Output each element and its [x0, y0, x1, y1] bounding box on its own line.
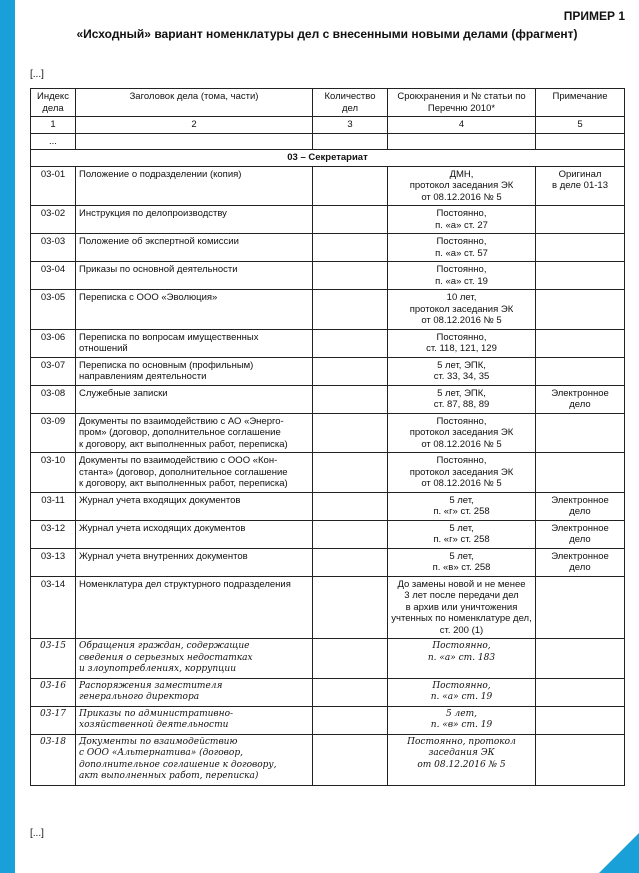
row-title: Приказы по основной деятельности: [76, 262, 313, 290]
table-header-row: [31, 89, 625, 117]
column-number: 4: [388, 117, 536, 134]
row-note: [536, 357, 625, 385]
row-index: 03-16: [31, 678, 76, 706]
section-row: [31, 150, 625, 167]
row-index: 03-08: [31, 385, 76, 413]
row-count: [313, 706, 388, 734]
row-term: 5 лет, п. «г» ст. 258: [388, 492, 536, 520]
row-term: Постоянно, протокол заседания ЭК от 08.12.2016 № 5: [388, 413, 536, 453]
row-count: [313, 234, 388, 262]
row-title: Распоряжения заместителя генерального директора: [76, 678, 313, 706]
row-count: [313, 548, 388, 576]
table-row: [31, 385, 625, 413]
column-header-title: Заголовок дела (тома, части): [76, 89, 313, 117]
ellipsis-top: [...]: [30, 69, 44, 80]
table-row: [31, 234, 625, 262]
page-corner-fold: [599, 833, 639, 873]
row-index: 03-14: [31, 576, 76, 639]
row-count: [313, 206, 388, 234]
table-row: [31, 206, 625, 234]
row-count: [313, 262, 388, 290]
row-note: Электронное дело: [536, 520, 625, 548]
row-term: Постоянно, п. «а» ст. 19: [388, 678, 536, 706]
column-numbers-row: [31, 117, 625, 134]
table-row: [31, 262, 625, 290]
row-term: Постоянно, п. «а» ст. 27: [388, 206, 536, 234]
row-count: [313, 329, 388, 357]
column-number: 1: [31, 117, 76, 134]
row-index: 03-12: [31, 520, 76, 548]
row-note: [536, 234, 625, 262]
row-count: [313, 453, 388, 493]
table-row: [31, 453, 625, 493]
document-page: [15, 0, 639, 873]
row-term: Постоянно, протокол заседания ЭК от 08.12.2016 № 5: [388, 734, 536, 785]
row-index: 03-05: [31, 290, 76, 330]
row-note: [536, 453, 625, 493]
row-title: Инструкция по делопроизводству: [76, 206, 313, 234]
column-header-term: Срокхранения и № статьи по Перечню 2010*: [388, 89, 536, 117]
row-index: 03-03: [31, 234, 76, 262]
row-term: Постоянно, ст. 118, 121, 129: [388, 329, 536, 357]
row-note: [536, 678, 625, 706]
row-count: [313, 678, 388, 706]
row-term: 5 лет, ЭПК, ст. 33, 34, 35: [388, 357, 536, 385]
row-note: Оригинал в деле 01-13: [536, 166, 625, 206]
row-note: [536, 734, 625, 785]
row-title: Журнал учета входящих документов: [76, 492, 313, 520]
table-row: [31, 290, 625, 330]
column-header-index: Индекс дела: [31, 89, 76, 117]
row-term: До замены новой и не менее 3 лет после передачи дел в архив или уничтожения учтенных по номенклатуре дел, ст. 200 (1): [388, 576, 536, 639]
row-note: [536, 706, 625, 734]
row-note: Электронное дело: [536, 385, 625, 413]
row-count: [313, 166, 388, 206]
row-title: Служебные записки: [76, 385, 313, 413]
row-index: 03-06: [31, 329, 76, 357]
row-note: [536, 413, 625, 453]
row-count: [313, 290, 388, 330]
table-row: [31, 329, 625, 357]
row-note: [536, 576, 625, 639]
row-index: 03-17: [31, 706, 76, 734]
row-term: Постоянно, п. «а» ст. 19: [388, 262, 536, 290]
row-term: Постоянно, п. «а» ст. 57: [388, 234, 536, 262]
row-title: Номенклатура дел структурного подразделения: [76, 576, 313, 639]
table-row: [31, 639, 625, 679]
nomenclature-table: [30, 88, 625, 786]
row-title: Журнал учета внутренних документов: [76, 548, 313, 576]
row-note: [536, 206, 625, 234]
row-title: Положение о подразделении (копия): [76, 166, 313, 206]
row-note: Электронное дело: [536, 492, 625, 520]
row-title: Журнал учета исходящих документов: [76, 520, 313, 548]
row-count: [313, 492, 388, 520]
row-term: 5 лет, п. «г» ст. 258: [388, 520, 536, 548]
row-note: [536, 290, 625, 330]
row-index: 03-07: [31, 357, 76, 385]
row-note: [536, 639, 625, 679]
row-term: ДМН, протокол заседания ЭК от 08.12.2016 № 5: [388, 166, 536, 206]
table-row: [31, 548, 625, 576]
table-body: [31, 166, 625, 785]
row-index: 03-09: [31, 413, 76, 453]
table-row: [31, 413, 625, 453]
row-count: [313, 357, 388, 385]
row-index: 03-15: [31, 639, 76, 679]
row-count: [313, 639, 388, 679]
table-row: [31, 166, 625, 206]
table-row: [31, 520, 625, 548]
column-number: 2: [76, 117, 313, 134]
row-title: Переписка по основным (профильным) направлениям деятельности: [76, 357, 313, 385]
table-row: [31, 706, 625, 734]
row-note: [536, 262, 625, 290]
row-count: [313, 734, 388, 785]
row-title: Документы по взаимодействию с ООО «Альтернатива» (договор, дополнительное соглашение к договору, акт выполненных работ, переписка): [76, 734, 313, 785]
row-title: Положение об экспертной комиссии: [76, 234, 313, 262]
row-term: 5 лет, ЭПК, ст. 87, 88, 89: [388, 385, 536, 413]
row-title: Приказы по административно- хозяйственной деятельности: [76, 706, 313, 734]
gap-row: [31, 133, 625, 150]
column-number: 3: [313, 117, 388, 134]
row-title: Переписка с ООО «Эволюция»: [76, 290, 313, 330]
row-note: Электронное дело: [536, 548, 625, 576]
row-note: [536, 329, 625, 357]
row-title: Обращения граждан, содержащие сведения о серьезных недостатках и злоупотреблениях, коррупции: [76, 639, 313, 679]
document-title: «Исходный» вариант номенклатуры дел с внесенными новыми делами (фрагмент): [76, 27, 578, 41]
table-row: [31, 492, 625, 520]
ellipsis-bottom: [...]: [30, 828, 44, 839]
row-index: 03-01: [31, 166, 76, 206]
row-count: [313, 520, 388, 548]
table-row: [31, 734, 625, 785]
column-header-note: Примечание: [536, 89, 625, 117]
row-count: [313, 576, 388, 639]
column-number: 5: [536, 117, 625, 134]
row-term: 5 лет, п. «в» ст. 258: [388, 548, 536, 576]
row-count: [313, 413, 388, 453]
row-term: 10 лет, протокол заседания ЭК от 08.12.2016 № 5: [388, 290, 536, 330]
gap-marker: ...: [31, 133, 76, 150]
table-row: [31, 357, 625, 385]
table-row: [31, 576, 625, 639]
row-title: Документы по взаимодействию с ООО «Кон- станта» (договор, дополнительное соглашение к договору, акт выполненных работ, переписка): [76, 453, 313, 493]
row-index: 03-02: [31, 206, 76, 234]
row-index: 03-18: [31, 734, 76, 785]
row-term: 5 лет, п. «в» ст. 19: [388, 706, 536, 734]
row-title: Переписка по вопросам имущественных отношений: [76, 329, 313, 357]
row-title: Документы по взаимодействию с АО «Энерго- пром» (договор, дополнительное соглашение к договору, акт выполненных работ, переписка): [76, 413, 313, 453]
section-title: 03 – Секретариат: [31, 150, 625, 167]
row-index: 03-13: [31, 548, 76, 576]
table-row: [31, 678, 625, 706]
row-term: Постоянно, п. «а» ст. 183: [388, 639, 536, 679]
row-term: Постоянно, протокол заседания ЭК от 08.12.2016 № 5: [388, 453, 536, 493]
example-label: ПРИМЕР 1: [563, 9, 625, 23]
row-index: 03-11: [31, 492, 76, 520]
row-index: 03-10: [31, 453, 76, 493]
row-count: [313, 385, 388, 413]
row-index: 03-04: [31, 262, 76, 290]
column-header-count: Количество дел: [313, 89, 388, 117]
